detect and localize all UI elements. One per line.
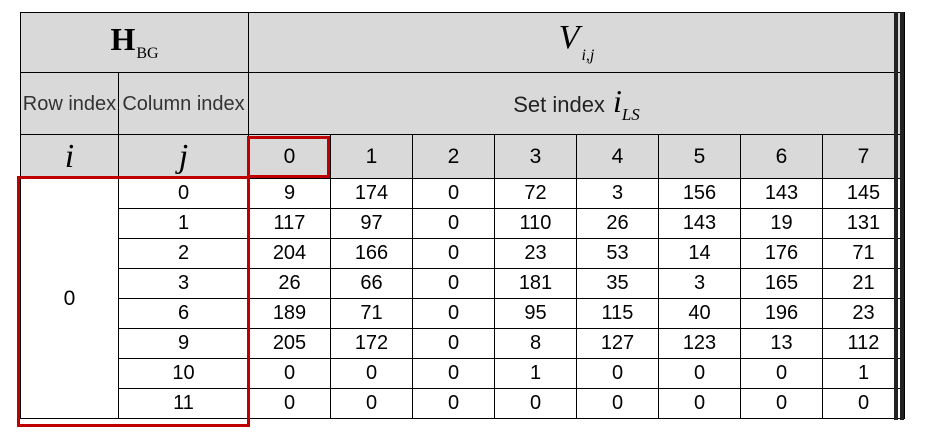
- shift-value-cell: 0: [823, 389, 905, 419]
- shift-value-cell: 0: [249, 359, 331, 389]
- shift-value-cell: 0: [413, 269, 495, 299]
- shift-value-cell: 19: [741, 209, 823, 239]
- shift-value-cell: 0: [577, 389, 659, 419]
- set-index-col-5: 5: [659, 135, 741, 179]
- shift-value-cell: 95: [495, 299, 577, 329]
- shift-value-cell: 143: [741, 179, 823, 209]
- shift-value-cell: 0: [413, 239, 495, 269]
- column-index-value: 6: [119, 299, 249, 329]
- column-index-value: 10: [119, 359, 249, 389]
- set-index-col-2: 2: [413, 135, 495, 179]
- row-index-value: 0: [21, 179, 119, 419]
- shift-value-cell: 189: [249, 299, 331, 329]
- column-index-value: 9: [119, 329, 249, 359]
- shift-value-cell: 14: [659, 239, 741, 269]
- shift-value-cell: 156: [659, 179, 741, 209]
- ils-symbol: i: [612, 82, 622, 119]
- shift-value-cell: 0: [413, 329, 495, 359]
- shift-value-cell: 0: [331, 359, 413, 389]
- shift-value-cell: 0: [413, 179, 495, 209]
- set-index-col-0: 0: [249, 135, 331, 179]
- set-index-col-1: 1: [331, 135, 413, 179]
- column-index-value: 3: [119, 269, 249, 299]
- double-border-divider: [894, 12, 904, 420]
- set-index-col-7: 7: [823, 135, 905, 179]
- v-subscript: i,j: [581, 47, 595, 64]
- shift-value-cell: 0: [577, 359, 659, 389]
- set-index-col-3: 3: [495, 135, 577, 179]
- shift-value-cell: 174: [331, 179, 413, 209]
- shift-value-cell: 123: [659, 329, 741, 359]
- column-index-value: 2: [119, 239, 249, 269]
- set-index-label: Set index: [513, 91, 605, 117]
- shift-value-cell: 117: [249, 209, 331, 239]
- shift-value-cell: 196: [741, 299, 823, 329]
- shift-value-cell: 131: [823, 209, 905, 239]
- shift-value-cell: 172: [331, 329, 413, 359]
- column-index-label: Column index: [119, 73, 249, 135]
- vij-header: [249, 13, 905, 73]
- hbg-subscript: BG: [136, 45, 159, 62]
- column-index-value: 0: [119, 179, 249, 209]
- shift-value-cell: 112: [823, 329, 905, 359]
- shift-value-cell: 0: [659, 359, 741, 389]
- shift-value-cell: 23: [823, 299, 905, 329]
- shift-value-cell: 3: [659, 269, 741, 299]
- set-index-col-4: 4: [577, 135, 659, 179]
- shift-value-cell: 176: [741, 239, 823, 269]
- shift-value-cell: 23: [495, 239, 577, 269]
- shift-value-cell: 71: [823, 239, 905, 269]
- shift-value-cell: 115: [577, 299, 659, 329]
- row-index-label: Row index: [21, 73, 119, 135]
- highlight-row-0-block: [17, 176, 250, 427]
- shift-value-cell: 0: [495, 389, 577, 419]
- ils-subscript: LS: [621, 104, 640, 124]
- shift-value-cell: 13: [741, 329, 823, 359]
- shift-value-cell: 97: [331, 209, 413, 239]
- shift-value-cell: 71: [331, 299, 413, 329]
- shift-value-cell: 1: [823, 359, 905, 389]
- shift-value-cell: 204: [249, 239, 331, 269]
- shift-value-cell: 21: [823, 269, 905, 299]
- shift-value-cell: 26: [577, 209, 659, 239]
- shift-value-cell: 72: [495, 179, 577, 209]
- shift-value-cell: 0: [413, 359, 495, 389]
- hbg-symbol: H: [110, 21, 136, 57]
- shift-value-cell: 205: [249, 329, 331, 359]
- shift-value-cell: 8: [495, 329, 577, 359]
- hbg-header: [21, 13, 249, 73]
- shift-value-cell: 110: [495, 209, 577, 239]
- col-symbol: j: [119, 135, 249, 179]
- shift-value-cell: 40: [659, 299, 741, 329]
- row-symbol: i: [21, 135, 119, 179]
- shift-value-cell: 0: [413, 389, 495, 419]
- shift-value-cell: 66: [331, 269, 413, 299]
- v-symbol: V: [558, 19, 580, 56]
- shift-value-cell: 165: [741, 269, 823, 299]
- shift-value-cell: 53: [577, 239, 659, 269]
- shift-value-cell: 9: [249, 179, 331, 209]
- shift-value-cell: 0: [659, 389, 741, 419]
- shift-value-cell: 0: [331, 389, 413, 419]
- shift-value-cell: 143: [659, 209, 741, 239]
- shift-value-cell: 0: [741, 359, 823, 389]
- column-index-value: 11: [119, 389, 249, 419]
- shift-value-cell: 145: [823, 179, 905, 209]
- shift-value-cell: 181: [495, 269, 577, 299]
- set-index-col-6: 6: [741, 135, 823, 179]
- shift-value-cell: 166: [331, 239, 413, 269]
- shift-value-cell: 0: [413, 209, 495, 239]
- shift-value-cell: 1: [495, 359, 577, 389]
- shift-value-cell: 0: [741, 389, 823, 419]
- shift-value-cell: 0: [413, 299, 495, 329]
- shift-value-cell: 35: [577, 269, 659, 299]
- shift-value-cell: 127: [577, 329, 659, 359]
- column-index-value: 1: [119, 209, 249, 239]
- highlight-set-index-0: [247, 136, 330, 178]
- shift-value-cell: 26: [249, 269, 331, 299]
- shift-value-cell: 0: [249, 389, 331, 419]
- shift-value-cell: 3: [577, 179, 659, 209]
- set-index-header: [249, 73, 905, 135]
